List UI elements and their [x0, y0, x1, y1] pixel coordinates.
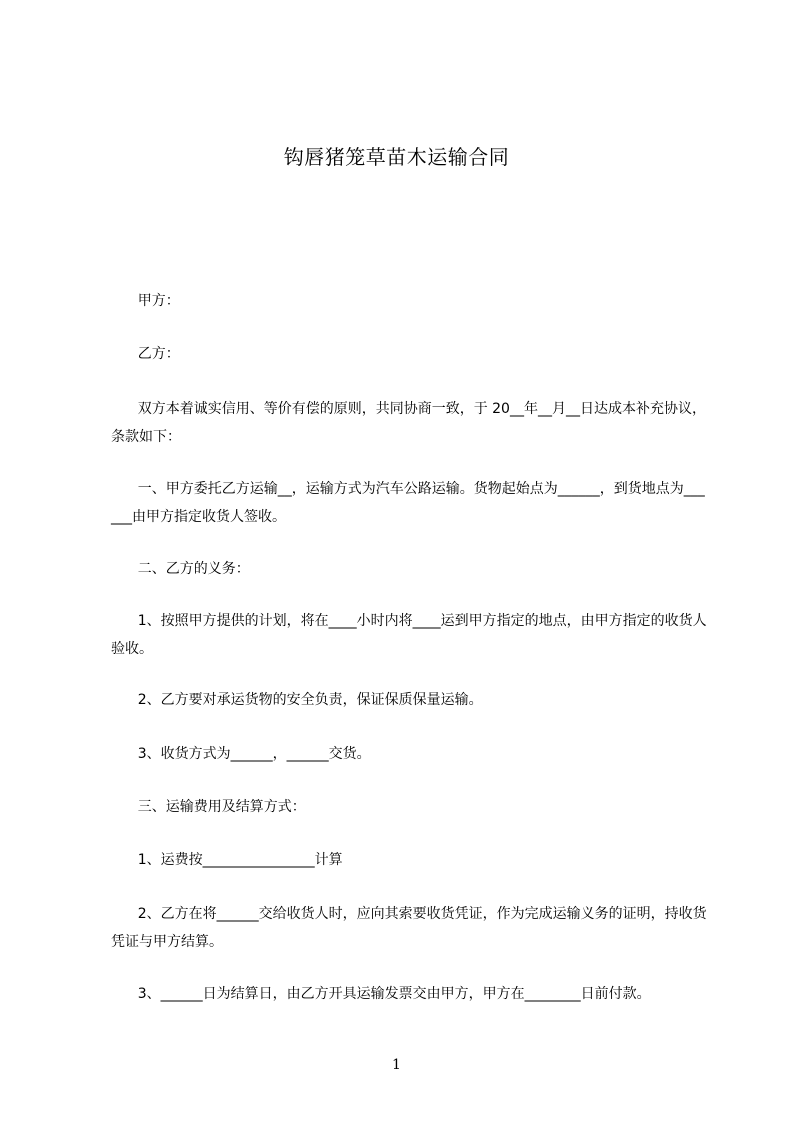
preamble-paragraph: 双方本着诚实信用、等价有偿的原则，共同协商一致，于 20__年__月__日达成本补充协议，条款如下：	[111, 401, 706, 445]
document-title: 钩唇猪笼草苗木运输合同	[283, 145, 510, 169]
page-number: 1	[392, 1057, 401, 1073]
party-a-line: 甲方：	[111, 293, 180, 309]
party-b-line: 乙方：	[111, 346, 180, 362]
clause-1-paragraph: 一、甲方委托乙方运输__，运输方式为汽车公路运输。货物起始点为______，到货地点为______由甲方指定收货人签收。	[111, 481, 705, 525]
clause-3-2-paragraph: 2、乙方在将______交给收货人时，应向其索要收货凭证，作为完成运输义务的证明，持收货凭证与甲方结算。	[111, 906, 707, 950]
clause-3-1-paragraph: 1、运费按________________计算	[111, 852, 343, 868]
clause-2-3-paragraph: 3、收货方式为______，______交货。	[111, 746, 371, 762]
clause-2-1-paragraph: 1、按照甲方提供的计划，将在____小时内将____运到甲方指定的地点，由甲方指定的收货人验收。	[111, 613, 707, 657]
section-3-heading: 三、运输费用及结算方式：	[111, 799, 306, 815]
clause-3-3-paragraph: 3、______日为结算日，由乙方开具运输发票交由甲方，甲方在________日前付款。	[111, 986, 651, 1002]
section-2-heading: 二、乙方的义务：	[111, 561, 250, 577]
clause-2-2-paragraph: 2、乙方要对承运货物的安全负责，保证保质保量运输。	[111, 692, 483, 708]
